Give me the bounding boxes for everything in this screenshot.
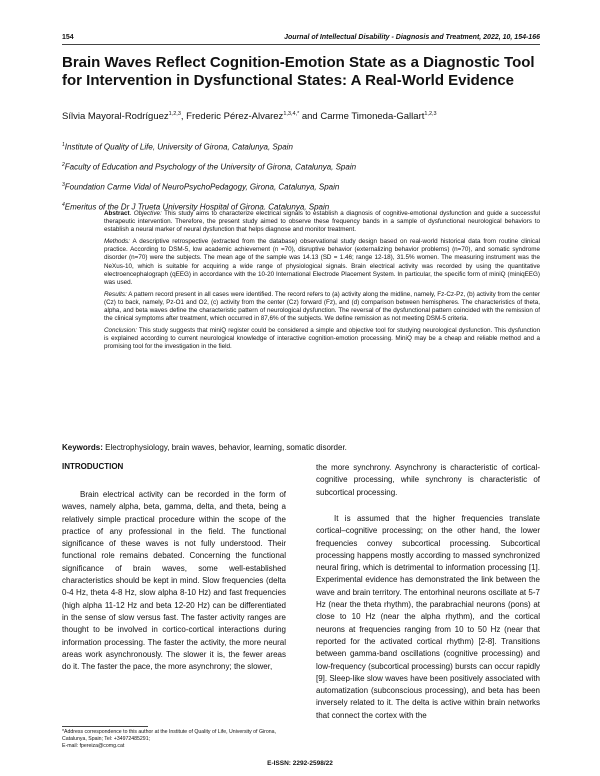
introduction-heading: INTRODUCTION: [62, 462, 124, 471]
abstract: [104, 210, 540, 356]
footnote-email: E-mail: fpereiza@comg.cat: [62, 742, 125, 749]
affiliation: [62, 180, 540, 200]
author-affil-sup: 1,2,3: [424, 111, 437, 117]
abstract-conclusion: [104, 327, 540, 351]
author-affil-sup: 1,3,4,*: [283, 111, 300, 117]
affiliation-text: Foundation Carme Vidal of NeuroPsychoPedagogy, Girona, Catalunya, Spain: [64, 182, 340, 192]
abstract-objective: Abstract. Objective: This study aims to characterize electrical signals to establish a diagnosis of cognitive-emotional dysfunction and guide a successful therapeutic intervention. Therefore, the present study aimed to observe these frequency bands in a sample of dysfunctional neurological behaviors to establish a neural marker of neural dysfunction that helps diagnose and monitor treatment.: [104, 210, 541, 234]
article-title: Brain Waves Reflect Cognition-Emotion State as a Diagnostic Tool for Intervention in Dysfunctional States: A Real-World Evidence: [62, 54, 535, 89]
affiliation: [62, 160, 540, 180]
header-rule: [62, 44, 540, 45]
footnote-address: *Address correspondence to this author at the Institute of Quality of Life, University of Girona, Catalunya, Spain; Tel: +34972485291;: [62, 729, 276, 742]
keywords: [62, 443, 540, 452]
author-name: Sílvia Mayoral-Rodríguez: [62, 111, 169, 123]
results-label: Results:: [104, 290, 127, 298]
affiliation: [62, 140, 540, 160]
affiliation-text: Faculty of Education and Psychology of the University of Girona, Catalunya, Spain: [64, 162, 357, 172]
methods-label: Methods:: [104, 238, 130, 246]
intro-paragraph-right-continued: the more synchrony. Asynchrony is characteristic of cortical-cognitive processing, while synchrony is characteristic of subcortical processing.: [316, 463, 540, 497]
objective-text: This study aims to characterize electrical signals to establish a diagnosis of cognitive-emotional dysfunction and guide a successful therapeutic intervention. Therefore, the present study aimed to observe these frequency bands in a sample of dysfunctional neurological behaviors to establish a neural marker of neural dysfunction that helps diagnose and monitor treatment.: [104, 210, 541, 234]
footnote-rule: [62, 726, 148, 727]
author-list: [62, 111, 540, 122]
affiliation-text: Institute of Quality of Life, University of Girona, Catalunya, Spain: [64, 142, 293, 152]
correspondence-footnote: [62, 729, 286, 749]
intro-paragraph-right: It is assumed that the higher frequencies translate cortical–cognitive processing; on the other hand, the lower frequencies convey subcortical processing. Subcortical processing happens mostly according to massed synchronized neural firing, which is detrimental to information processing [1]. Experimental evidence has demonstrated the link between the wave and brain territory. The entorhinal neurons oscillate at 5-7 Hz (near the theta rhythm), the parabrachial neurons (pons) at close to 10 Hz (near the alpha rhythm), and the cortical neurons at frequencies ranging from 10 to 50 Hz (near that reported for the activated cortical rhythm) [2-8]. Transitions between gamma-band oscillations (cognitive processing) and low-frequency (subcortical processing) bursts can occur rapidly [9]. Sleep-like slow waves have been positively associated with automatization (subconscious processing), and beta has been inversely related to it. The delta is active within brain networks that connect the cortex with the: [316, 514, 540, 720]
intro-paragraph-left: Brain electrical activity can be recorded in the form of waves, namely alpha, beta, gamma, delta, and theta, being a relatively simple practical procedure within the scope of the practice of any professional in the field. The functional significance of these waves is not fully understood. Their functional role remains debated. Concerning the functional significance of brain waves, some well-established characteristics should be kept in mind. Slow frequencies (delta 0-4 Hz, theta 4-8 Hz, slow alpha 8-10 Hz) and fast frequencies (high alpha 11-12 Hz and beta 12-20 Hz) can be differentiated in the sense of slow versus fast. The faster activity ranges are thought to be involved in cortico-cortical interactions during information processing. The faster the activity, the more neural areas work asynchronously. The slower it is, the fewer areas do it. The faster the pace, the more asynchrony; the slower,: [62, 490, 286, 672]
objective-label: Objective:: [133, 210, 162, 217]
affiliation-number: 2: [62, 162, 65, 168]
results-text: A pattern record present in all cases were identified. The record refers to (a) activity along the midline, namely, Fz-Cz-Pz, (b) activity from the center (Cz) to back, namely, Pz-O1 and O2, (c) activity from the center (Cz) forward (Fz), and (d) comparison between hemispheres. The characteristics of theta, alpha, and beta waves define the characteristic pattern of neurological dysfunction. The reversal of the dysfunctional pattern coincided with the remission of the clinical symptoms after treatment, which occurred in 87,6% of the subjects. We define remission as not meeting DSM-5 criteria.: [104, 290, 540, 323]
running-head: Journal of Intellectual Disability - Diagnosis and Treatment, 2022, 10, 154-166: [284, 34, 540, 41]
abstract-label: Abstract: [104, 210, 130, 217]
affiliation-text: Emeritus of the Dr J Trueta University Hospital of Girona. Catalunya, Spain: [64, 202, 330, 212]
affiliation-number: 4: [62, 202, 65, 208]
affiliation-number: 1: [62, 142, 65, 148]
author-name: Carme Timoneda-Gallart: [320, 111, 425, 123]
page-number: 154: [62, 34, 74, 41]
eissn-footer: E-ISSN: 2292-2598/22: [267, 760, 333, 767]
abstract-results: [104, 291, 540, 323]
conclusion-text: This study suggests that miniQ register could be considered a simple and objective tool for studying neurological dysfunction. This dysfunction is explained according to current neurological knowledge of interactive cognition-emotion processing. MiniQ may be a cheap and reliable method and a promising tool for the investigation in the field.: [104, 327, 541, 351]
affiliation-number: 3: [62, 182, 65, 188]
author-affil-sup: 1,2,3: [168, 111, 181, 117]
affiliation-list: [62, 140, 540, 220]
author-separator: and: [299, 111, 321, 123]
abstract-methods: [104, 238, 540, 287]
conclusion-label: Conclusion:: [104, 327, 137, 335]
keywords-label: Keywords:: [62, 443, 103, 452]
methods-text: A descriptive retrospective (extracted from the database) observational study design based on real-world historical data from routine clinical practice. According to DSM-5, low academic achievement (n =70), disruptive behavior (externalizing behavior problems) (n=70), and somatic syndrome disorder (n=70) were the subjects. The mean age of the sample was 14.13 (SD = 1.46; range 12-18), 31.5% women. The measuring instrument was the NeXus-10, which is suitable for acquiring a wide range of physiological signals. Brain electrical activity was recorded by using the quantitative electroencephalograph (qEEG) in accordance with the 10-20 International Electrode Placement System. In particular, the specific form of miniQ (miniqEEG) was used.: [104, 238, 540, 286]
author-separator: ,: [180, 111, 187, 123]
keywords-text: Electrophysiology, brain waves, behavior, learning, somatic disorder.: [105, 443, 347, 452]
author-name: Frederic Pérez-Alvarez: [186, 111, 284, 123]
